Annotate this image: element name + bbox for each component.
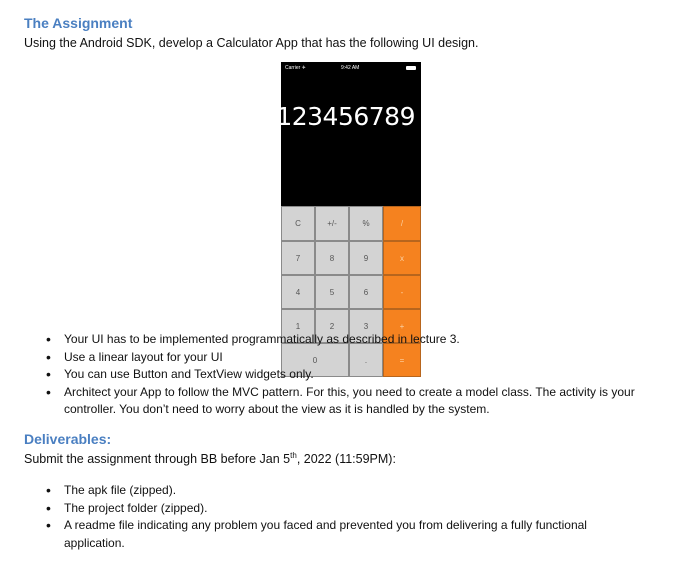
key-0[interactable]: 0 — [281, 343, 349, 377]
calculator-display: 123456789 — [276, 102, 415, 131]
key-clear[interactable]: C — [281, 206, 315, 241]
deliverables-heading: Deliverables: — [24, 431, 112, 447]
key-9[interactable]: 9 — [349, 241, 383, 275]
key-3[interactable]: 3 — [349, 309, 383, 343]
deliverables-intro — [24, 452, 396, 466]
key-decimal[interactable]: . — [349, 343, 383, 377]
assignment-intro: Using the Android SDK, develop a Calculator App that has the following UI design. — [24, 36, 479, 50]
list-item: • Use a linear layout for your UI — [40, 349, 680, 367]
list-item: • You can use Button and TextView widgets only. — [40, 366, 680, 384]
list-item: • A readme file indicating any problem you faced and prevented you from delivering a fully functional application. — [40, 517, 640, 552]
key-plus-minus[interactable]: +/- — [315, 206, 349, 241]
status-carrier: Carrier ✈ — [285, 65, 306, 71]
status-bar — [281, 62, 421, 74]
key-equals[interactable]: = — [383, 343, 421, 377]
key-minus[interactable]: - — [383, 275, 421, 309]
key-6[interactable]: 6 — [349, 275, 383, 309]
key-4[interactable]: 4 — [281, 275, 315, 309]
key-1[interactable]: 1 — [281, 309, 315, 343]
status-time: 9:42 AM — [341, 65, 360, 71]
requirements-list — [40, 331, 680, 419]
key-multiply[interactable]: x — [383, 241, 421, 275]
key-divide[interactable]: / — [383, 206, 421, 241]
list-item: • The project folder (zipped). — [40, 500, 640, 518]
key-7[interactable]: 7 — [281, 241, 315, 275]
list-item: • The apk file (zipped). — [40, 482, 640, 500]
calculator-mockup — [276, 62, 421, 365]
key-8[interactable]: 8 — [315, 241, 349, 275]
list-item: • Architect your App to follow the MVC pattern. For this, you need to create a model class. The activity is your controller. You don’t need to worry about the view as it is handled by the system. — [40, 384, 680, 419]
deliverables-intro-before: Submit the assignment through BB before Jan 5 — [24, 452, 291, 466]
deliverables-list — [40, 482, 640, 552]
key-5[interactable]: 5 — [315, 275, 349, 309]
list-item: • Your UI has to be implemented programmatically as described in lecture 3. — [40, 331, 680, 349]
key-percent[interactable]: % — [349, 206, 383, 241]
key-plus[interactable]: + — [383, 309, 421, 343]
battery-icon — [406, 66, 416, 70]
assignment-heading: The Assignment — [24, 15, 133, 31]
deliverables-intro-after: , 2022 (11:59PM): — [296, 452, 396, 466]
key-2[interactable]: 2 — [315, 309, 349, 343]
deliverables-intro-sup: th — [290, 450, 297, 460]
